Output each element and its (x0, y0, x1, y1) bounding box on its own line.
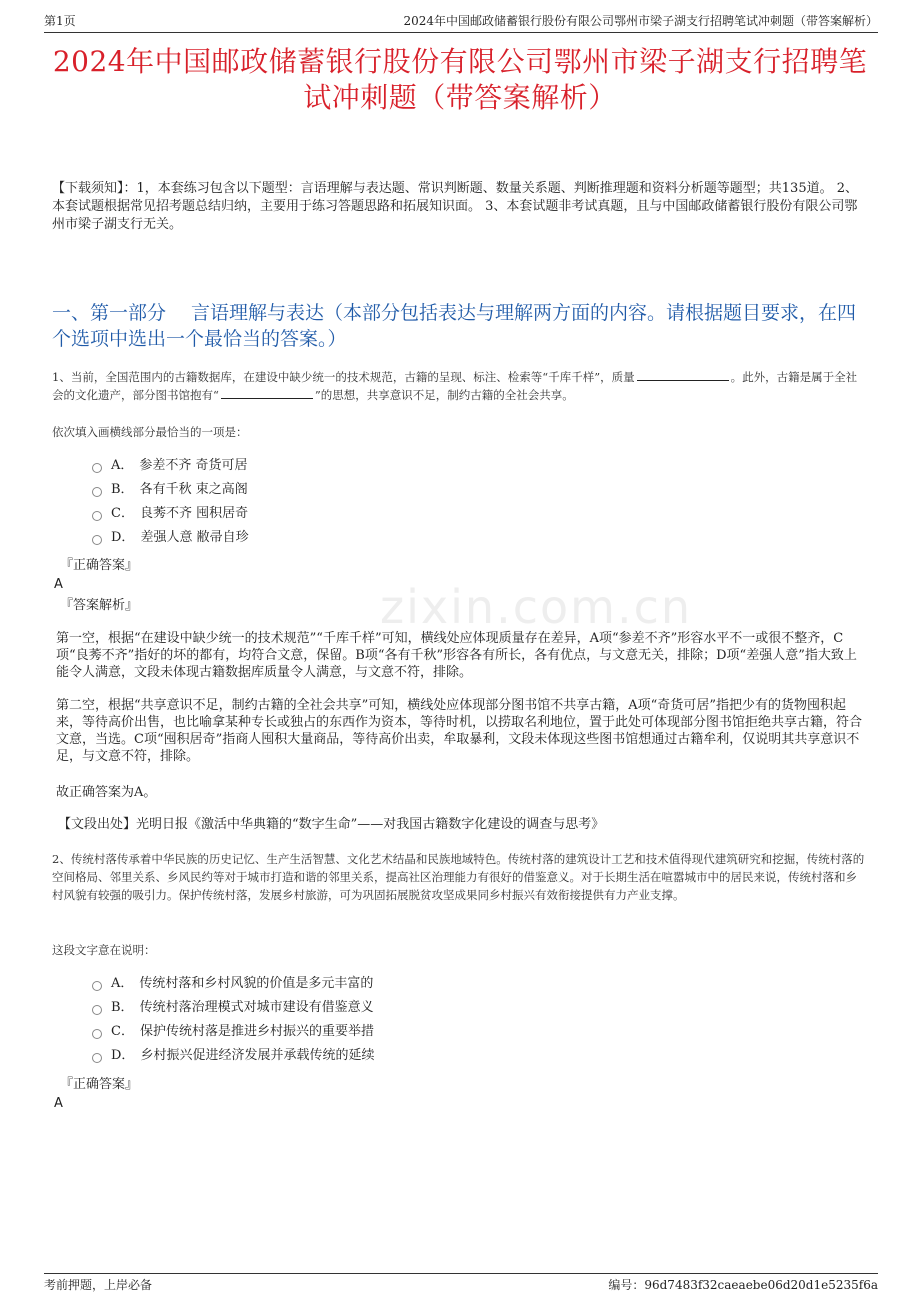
question-1-stem: 1、当前，全国范围内的古籍数据库，在建设中缺少统一的技术规范，古籍的呈现、标注、检索等“千库千样”，质量 。此外，古籍是属于全社会的文化遗产，部分图书馆抱有“ ”的思想，共享意识不足，制约古籍的全社会共享。 (52, 370, 858, 402)
footer-slogan: 考前押题，上岸必备 (44, 1278, 153, 1292)
download-notice: 【下载须知】：1，本套练习包含以下题型：言语理解与表达题、常识判断题、数量关系题、判断推理题和资料分析题等题型；共135道。 2、本套试题根据常见招考题总结归纳，主要用于练习答题思路和拓展知识面。 3、本套试题非考试真题，且与中国邮政储蓄银行股份有限公司鄂州市梁子湖支行无关。 (52, 181, 858, 232)
radio-icon[interactable] (92, 463, 102, 473)
option-b[interactable]: B． 各有千秋 束之高阁 (92, 478, 249, 502)
analysis-paragraph-2: 第二空，根据“共享意识不足，制约古籍的全社会共享”可知，横线处应体现部分图书馆不共享古籍，A项“奇货可居”指把少有的货物囤积起来，等待高价出售，也比喻拿某种专长或独占的东西作为资本，等待时机，以捞取名利地位，置于此处可体现部分图书馆拒绝共享古籍，符合文意，当选。C项“囤积居奇”指商人囤积大量商品，等待高价出卖，牟取暴利，文段未体现这些图书馆想通过古籍牟利，仅说明其共享意识不足，与文意不符，排除。 (56, 698, 863, 764)
question-2-prompt: 这段文字意在说明： (52, 943, 156, 957)
radio-icon[interactable] (92, 1029, 102, 1039)
question-2-stem: 2、传统村落传承着中华民族的历史记忆、生产生活智慧、文化艺术结晶和民族地域特色。传统村落的建筑设计工艺和技术值得现代建筑研究和挖掘，传统村落的空间格局、邻里关系、乡风民约等对于城市打造和谐的邻里关系，提高社区治理能力有很好的借鉴意义。对于长期生活在喧嚣城市中的居民来说，传统村落和乡村风貌有较强的吸引力。保护传统村落，发展乡村旅游，可为巩固拓展脱贫攻坚成果同乡村振兴有效衔接提供有力产业支撑。 (52, 852, 865, 902)
option-a[interactable]: A． 参差不齐 奇货可居 (92, 454, 249, 478)
question-1-prompt: 依次填入画横线部分最恰当的一项是： (52, 425, 248, 439)
section-heading: 一、第一部分 言语理解与表达（本部分包括表达与理解两方面的内容。请根据题目要求，在四个选项中选出一个最恰当的答案。） (52, 302, 857, 350)
document-title: 2024年中国邮政储蓄银行股份有限公司鄂州市梁子湖支行招聘笔试冲刺题（带答案解析） (52, 45, 868, 114)
question-2-options (92, 972, 374, 1068)
option-c[interactable]: C． 保护传统村落是推进乡村振兴的重要举措 (92, 1020, 374, 1044)
option-d[interactable]: D． 差强人意 敝帚自珍 (92, 526, 249, 550)
header-doc-title: 2024年中国邮政储蓄银行股份有限公司鄂州市梁子湖支行招聘笔试冲刺题（带答案解析） (403, 14, 878, 28)
option-c[interactable]: C． 良莠不齐 囤积居奇 (92, 502, 249, 526)
analysis-conclusion: 故正确答案为A。 (56, 785, 157, 800)
option-d[interactable]: D． 乡村振兴促进经济发展并承载传统的延续 (92, 1044, 374, 1068)
correct-answer: A (54, 577, 63, 592)
page-number: 第1页 (44, 14, 76, 28)
analysis-label: 『答案解析』 (60, 598, 139, 613)
question-1-options (92, 454, 249, 550)
answer-blank-1 (637, 368, 729, 381)
radio-icon[interactable] (92, 511, 102, 521)
document-id: 编号：96d7483f32caeaebe06d20d1e5235f6a (608, 1278, 878, 1292)
answer-blank-2 (221, 386, 313, 399)
option-a[interactable]: A． 传统村落和乡村风貌的价值是多元丰富的 (92, 972, 374, 996)
radio-icon[interactable] (92, 1005, 102, 1015)
radio-icon[interactable] (92, 981, 102, 991)
correct-answer-label: 『正确答案』 (60, 558, 139, 573)
correct-answer: A (54, 1096, 63, 1111)
option-b[interactable]: B． 传统村落治理模式对城市建设有借鉴意义 (92, 996, 374, 1020)
watermark: zixin.com.cn (380, 580, 693, 634)
page-footer (44, 1273, 878, 1294)
text-source: 【文段出处】光明日报《激活中华典籍的“数字生命”——对我国古籍数字化建设的调查与思考》 (58, 817, 605, 832)
correct-answer-label: 『正确答案』 (60, 1077, 139, 1092)
radio-icon[interactable] (92, 535, 102, 545)
analysis-paragraph-1: 第一空，根据“在建设中缺少统一的技术规范”“千库千样”可知，横线处应体现质量存在差异，A项“参差不齐”形容水平不一或很不整齐，C项“良莠不齐”指好的坏的都有，均符合文意，保留。B项“各有千秋”形容各有所长，各有优点，与文意无关，排除；D项“差强人意”指大致上能令人满意，文段未体现古籍数据库质量令人满意，与文意不符，排除。 (56, 631, 857, 680)
radio-icon[interactable] (92, 1053, 102, 1063)
radio-icon[interactable] (92, 487, 102, 497)
page-header (44, 10, 878, 33)
